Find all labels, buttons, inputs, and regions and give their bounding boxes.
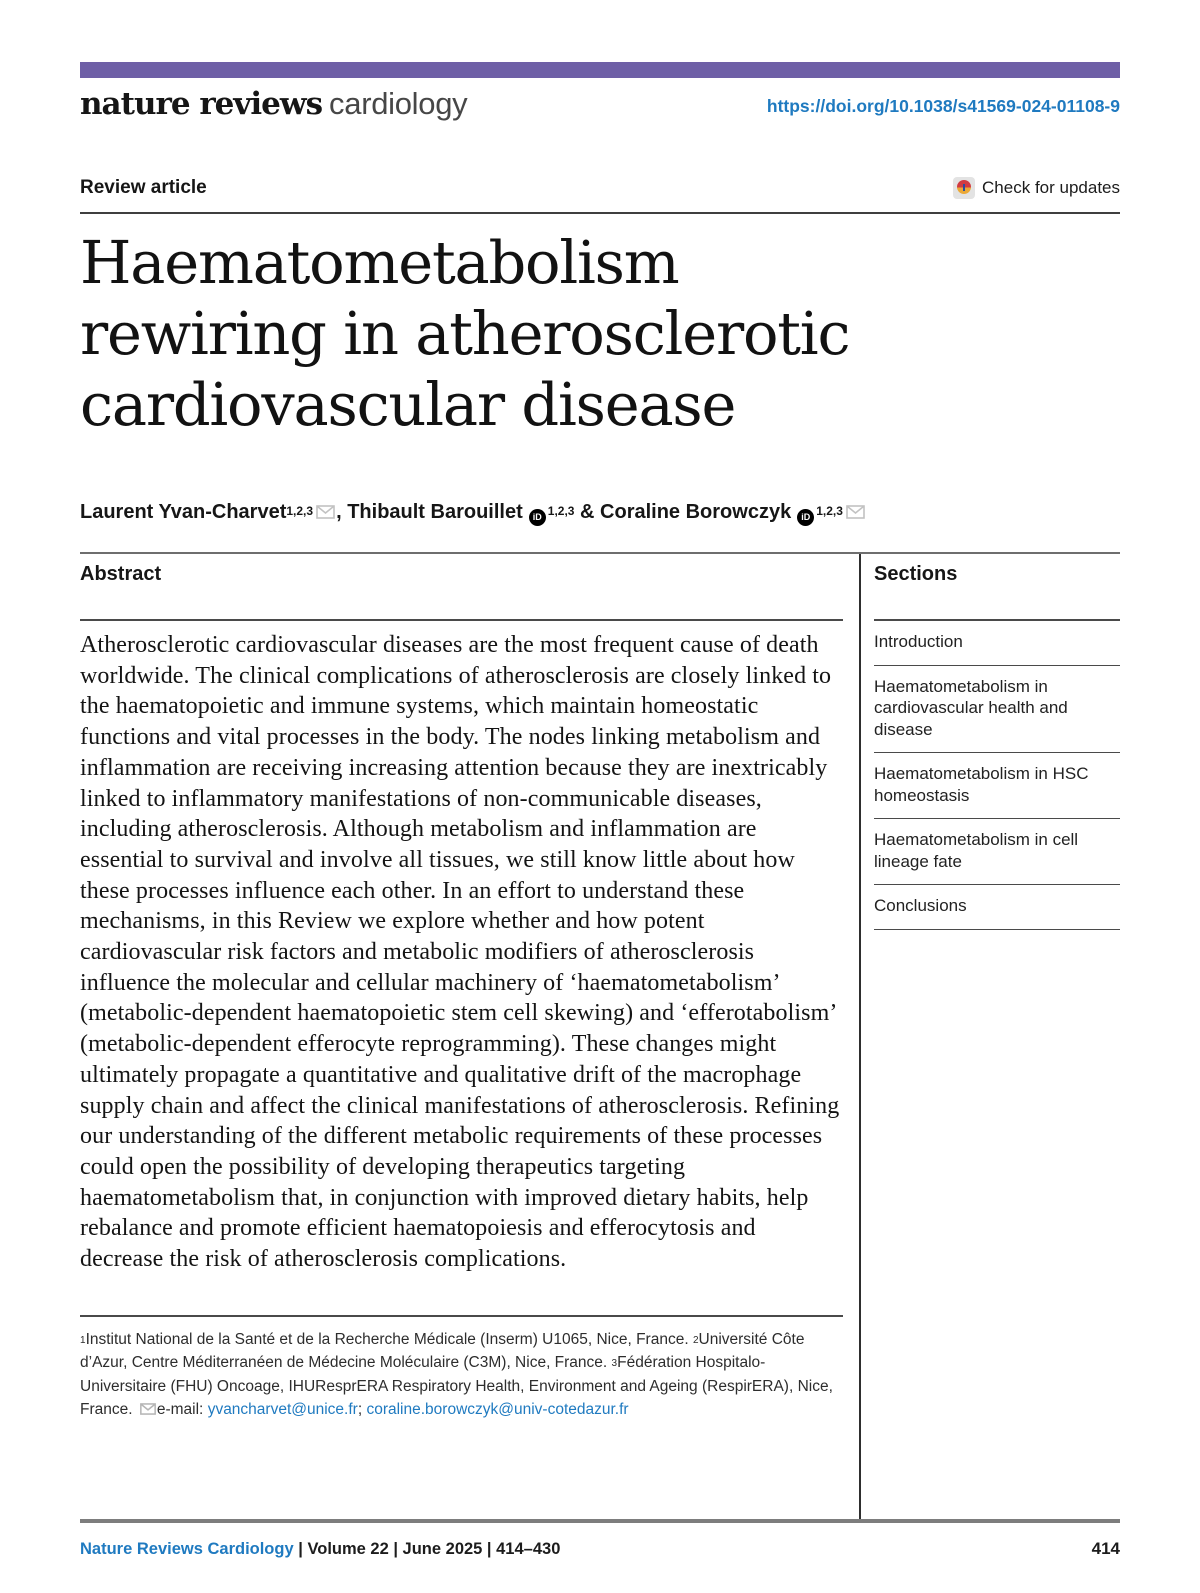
author-separator: , — [336, 501, 348, 523]
article-type-label: Review article — [80, 177, 207, 198]
abstract-text: Atherosclerotic cardiovascular diseases are the most frequent cause of death worldwide. The clinical complications of atherosclerosis are closely linked to the haematopoietic and immune systems, which maintain homeostatic functions and vital processes in the body. The nodes linking metabolism and inflammation are receiving increasing attention because they are inextricably linked to inflammatory manifestations of non-communicable diseases, including atherosclerosis. Although metabolism and inflammation are essential to survival and involve all tissues, we still know little about how these processes influence each other. In an effort to understand these mechanisms, in this Review we explore whether and how potent cardiovascular risk factors and metabolic modifiers of atherosclerosis influence the molecular and cellular machinery of ‘haematometabolism’ (metabolic-dependent haematopoietic stem cell skewing) and ‘efferotabolism’ (metabolic-dependent efferocyte reprogramming). These changes might ultimately propagate a quantitative and qualitative drift of the macrophage supply chain and affect the clinical manifestations of atherosclerosis. Refining our understanding of the different metabolic requirements of these processes could open the possibility of developing therapeutics targeting haematometabolism that, in conjunction with improved dietary habits, help rebalance and promote efficient haematopoiesis and efferocytosis and decrease the risk of atherosclerosis complications. — [80, 632, 840, 1273]
abstract-heading: Abstract — [80, 563, 162, 585]
check-for-updates-badge[interactable] — [953, 177, 1120, 199]
page-number: 414 — [1091, 1539, 1120, 1558]
abstract-column — [80, 554, 859, 1519]
affiliation-1-sup: 1 — [80, 1334, 86, 1346]
journal-color-bar — [80, 62, 1120, 78]
affiliation-2-text: Université Côte d’Azur, Centre Méditerranéen de Médecine Moléculaire (C3M), Nice, France. — [80, 1330, 805, 1372]
check-for-updates-label: Check for updates — [982, 178, 1120, 197]
sections-sidebar — [859, 554, 1120, 1519]
email-link-1[interactable]: yvancharvet@unice.fr — [207, 1401, 358, 1419]
affiliation-3-sup: 3 — [611, 1358, 618, 1370]
section-link-haematometabolism-cv-health[interactable]: Haematometabolism in cardiovascular health and disease — [874, 666, 1120, 754]
masthead — [80, 85, 1120, 123]
email-icon[interactable] — [316, 505, 335, 519]
affiliation-3-text: Fédération Hospitalo-Universitaire (FHU) Oncoage, IHUResprERA Respiratory Health, Environment and Ageing (RespirERA), Nice, France. — [80, 1354, 833, 1419]
sections-heading: Sections — [874, 563, 958, 585]
title-line-2: rewiring in atherosclerotic — [80, 299, 850, 368]
orcid-icon[interactable] — [529, 509, 546, 526]
email-icon — [140, 1403, 156, 1415]
author-2-affiliations: 1,2,3 — [547, 504, 575, 518]
author-3-affiliations: 1,2,3 — [816, 504, 843, 518]
journal-logo-light: cardiology — [329, 86, 468, 121]
footer-separator: | — [293, 1540, 308, 1558]
affiliations-footnote — [80, 1328, 843, 1422]
email-link-2[interactable]: coraline.borowczyk@univ-cotedazur.fr — [366, 1401, 629, 1419]
affiliation-1-text: Institut National de la Santé et de la Recherche Médicale (Inserm) U1065, Nice, France. — [85, 1330, 693, 1348]
email-label: e-mail: — [156, 1401, 208, 1419]
orcid-icon[interactable] — [797, 509, 814, 526]
header-divider — [80, 212, 1120, 214]
crossmark-icon — [953, 177, 975, 199]
email-icon[interactable] — [846, 505, 865, 519]
section-link-conclusions[interactable]: Conclusions — [874, 885, 1120, 930]
doi-link[interactable]: https://doi.org/10.1038/s41569-024-01108-9 — [766, 96, 1120, 116]
author-separator: & — [574, 501, 601, 523]
footnote-divider — [80, 1315, 843, 1317]
article-title — [80, 227, 1120, 440]
section-link-cell-lineage-fate[interactable]: Haematometabolism in cell lineage fate — [874, 819, 1120, 885]
author-1-affiliations: 1,2,3 — [286, 504, 314, 518]
footer-row — [80, 1539, 1120, 1559]
author-name-2: Thibault Barouillet — [347, 501, 523, 523]
abstract-and-sections — [80, 554, 1120, 1519]
journal-link[interactable]: Nature Reviews Cardiology — [80, 1540, 294, 1558]
author-name-1: Laurent Yvan-Charvet — [80, 501, 287, 523]
journal-logo-bold: nature reviews — [80, 86, 323, 122]
article-label-row — [80, 177, 1120, 199]
author-list — [80, 498, 1120, 526]
abstract-heading-divider — [80, 619, 843, 621]
footer-citation — [80, 1540, 560, 1559]
author-name-3: Coraline Borowczyk — [600, 501, 792, 523]
affiliation-2-sup: 2 — [692, 1334, 699, 1346]
footer-divider — [80, 1519, 1120, 1523]
title-line-1: Haematometabolism — [80, 228, 679, 297]
footer-volume-info: Volume 22 | June 2025 | 414–430 — [307, 1540, 561, 1558]
section-link-hsc-homeostasis[interactable]: Haematometabolism in HSC homeostasis — [874, 753, 1120, 819]
email-separator: ; — [357, 1401, 367, 1419]
journal-logo — [80, 85, 467, 123]
page-footer — [80, 1519, 1120, 1559]
section-link-introduction[interactable]: Introduction — [874, 621, 1120, 666]
title-line-3: cardiovascular disease — [80, 370, 736, 439]
